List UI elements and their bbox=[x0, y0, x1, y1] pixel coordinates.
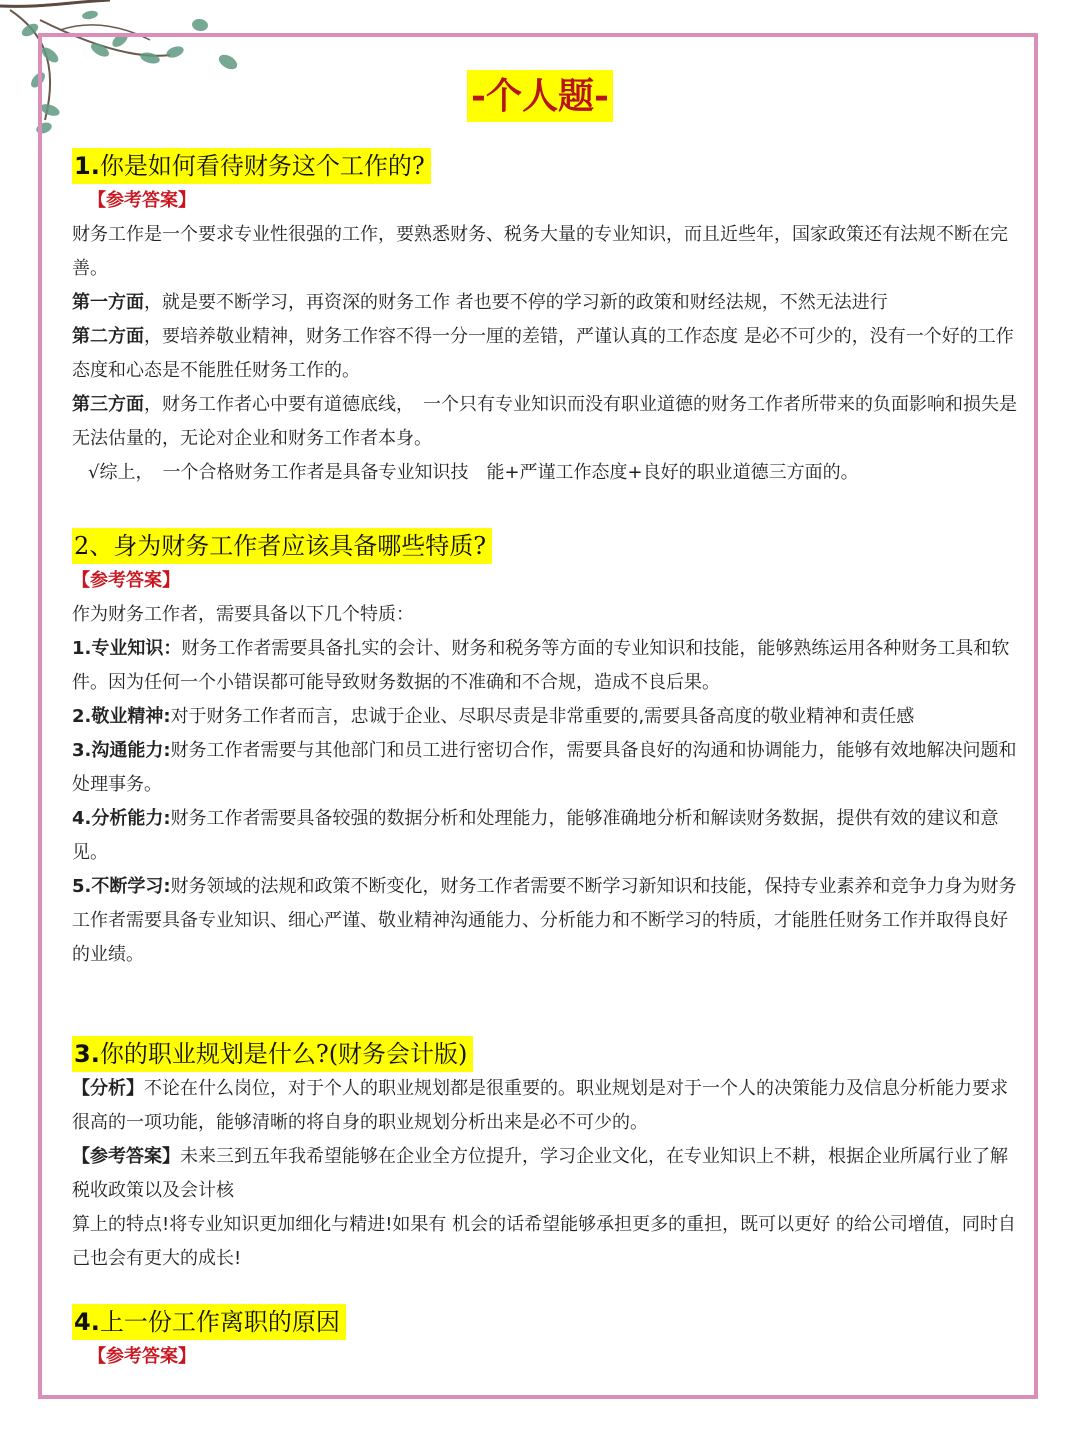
question-2-heading: 2、身为财务工作者应该具备哪些特质? bbox=[72, 528, 492, 564]
question-4-heading: 4.上一份工作离职的原因 bbox=[72, 1304, 346, 1340]
section-4 bbox=[72, 1304, 1017, 1374]
question-3-heading: 3.你的职业规划是什么?(财务会计版) bbox=[72, 1036, 473, 1072]
s2-item: 1.专业知识：财务工作者需要具备扎实的会计、财务和税务等方面的专业知识和技能，能够熟练运用各种财务工具和软件。因为任何一个小错误都可能导致财务数据的不准确和不合规，造成不良后果。 bbox=[72, 638, 1010, 693]
s2-item: 4.分析能力:财务工作者需要具备较强的数据分析和处理能力，能够准确地分析和解读财务数据，提供有效的建议和意见。 bbox=[72, 808, 999, 863]
s3-answer: 【参考答案】未来三到五年我希望能够在企业全方位提升，学习企业文化，在专业知识上不耕，根据企业所属行业了解税收政策以及会计核 bbox=[72, 1146, 1008, 1201]
answer-label: 【参考答案】 bbox=[88, 190, 196, 211]
question-1-heading: 1.你是如何看待财务这个工作的? bbox=[72, 148, 431, 184]
s2-item: 2.敬业精神:对于财务工作者而言，忠诚于企业、尽职尽责是非常重要的,需要具备高度的敬业精神和责任感 bbox=[72, 706, 915, 727]
section-1 bbox=[72, 148, 1017, 490]
section-3 bbox=[72, 1036, 1017, 1276]
s2-item: 3.沟通能力:财务工作者需要与其他部门和员工进行密切合作，需要具备良好的沟通和协调能力，能够有效地解决问题和处理事务。 bbox=[72, 740, 1017, 795]
page-title: -个人题- bbox=[467, 70, 613, 122]
s1-intro: 财务工作是一个要求专业性很强的工作，要熟悉财务、税务大量的专业知识，而且近些年，国家政策还有法规不断在完善。 bbox=[72, 224, 1008, 279]
s1-summary: √综上， 一个合格财务工作者是具备专业知识技 能+严谨工作态度+良好的职业道德三方面的。 bbox=[88, 462, 859, 483]
s1-point-2: 第二方面，要培养敬业精神，财务工作容不得一分一厘的差错，严谨认真的工作态度 是必不可少的，没有一个好的工作态度和心态是不能胜任财务工作的。 bbox=[72, 326, 1014, 381]
answer-label: 【参考答案】 bbox=[88, 1346, 196, 1367]
s2-item: 5.不断学习:财务领域的法规和政策不断变化，财务工作者需要不断学习新知识和技能，保持专业素养和竞争力身为财务工作者需要具备专业知识、细心严谨、敬业精神沟通能力、分析能力和不断学习的特质，才能胜任财务工作并取得良好的业绩。 bbox=[72, 876, 1017, 965]
s2-intro: 作为财务工作者，需要具备以下几个特质： bbox=[72, 604, 414, 625]
s3-answer-cont: 算上的特点!将专业知识更加细化与精进!如果有 机会的话希望能够承担更多的重担，既可以更好 的给公司增值，同时自己也会有更大的成长! bbox=[72, 1214, 1016, 1269]
s1-point-1: 第一方面，就是要不断学习，再资深的财务工作 者也要不停的学习新的政策和财经法规，不然无法进行 bbox=[72, 292, 888, 313]
answer-label: 【参考答案】 bbox=[72, 570, 180, 591]
s3-analysis: 【分析】不论在什么岗位，对于个人的职业规划都是很重要的。职业规划是对于一个人的决策能力及信息分析能力要求很高的一项功能，能够清晰的将自身的职业规划分析出来是必不可少的。 bbox=[72, 1078, 1008, 1133]
s1-point-3: 第三方面，财务工作者心中要有道德底线， 一个只有专业知识而没有职业道德的财务工作者所带来的负面影响和损失是无法估量的，无论对企业和财务工作者本身。 bbox=[72, 394, 1017, 449]
section-2 bbox=[72, 528, 1017, 972]
